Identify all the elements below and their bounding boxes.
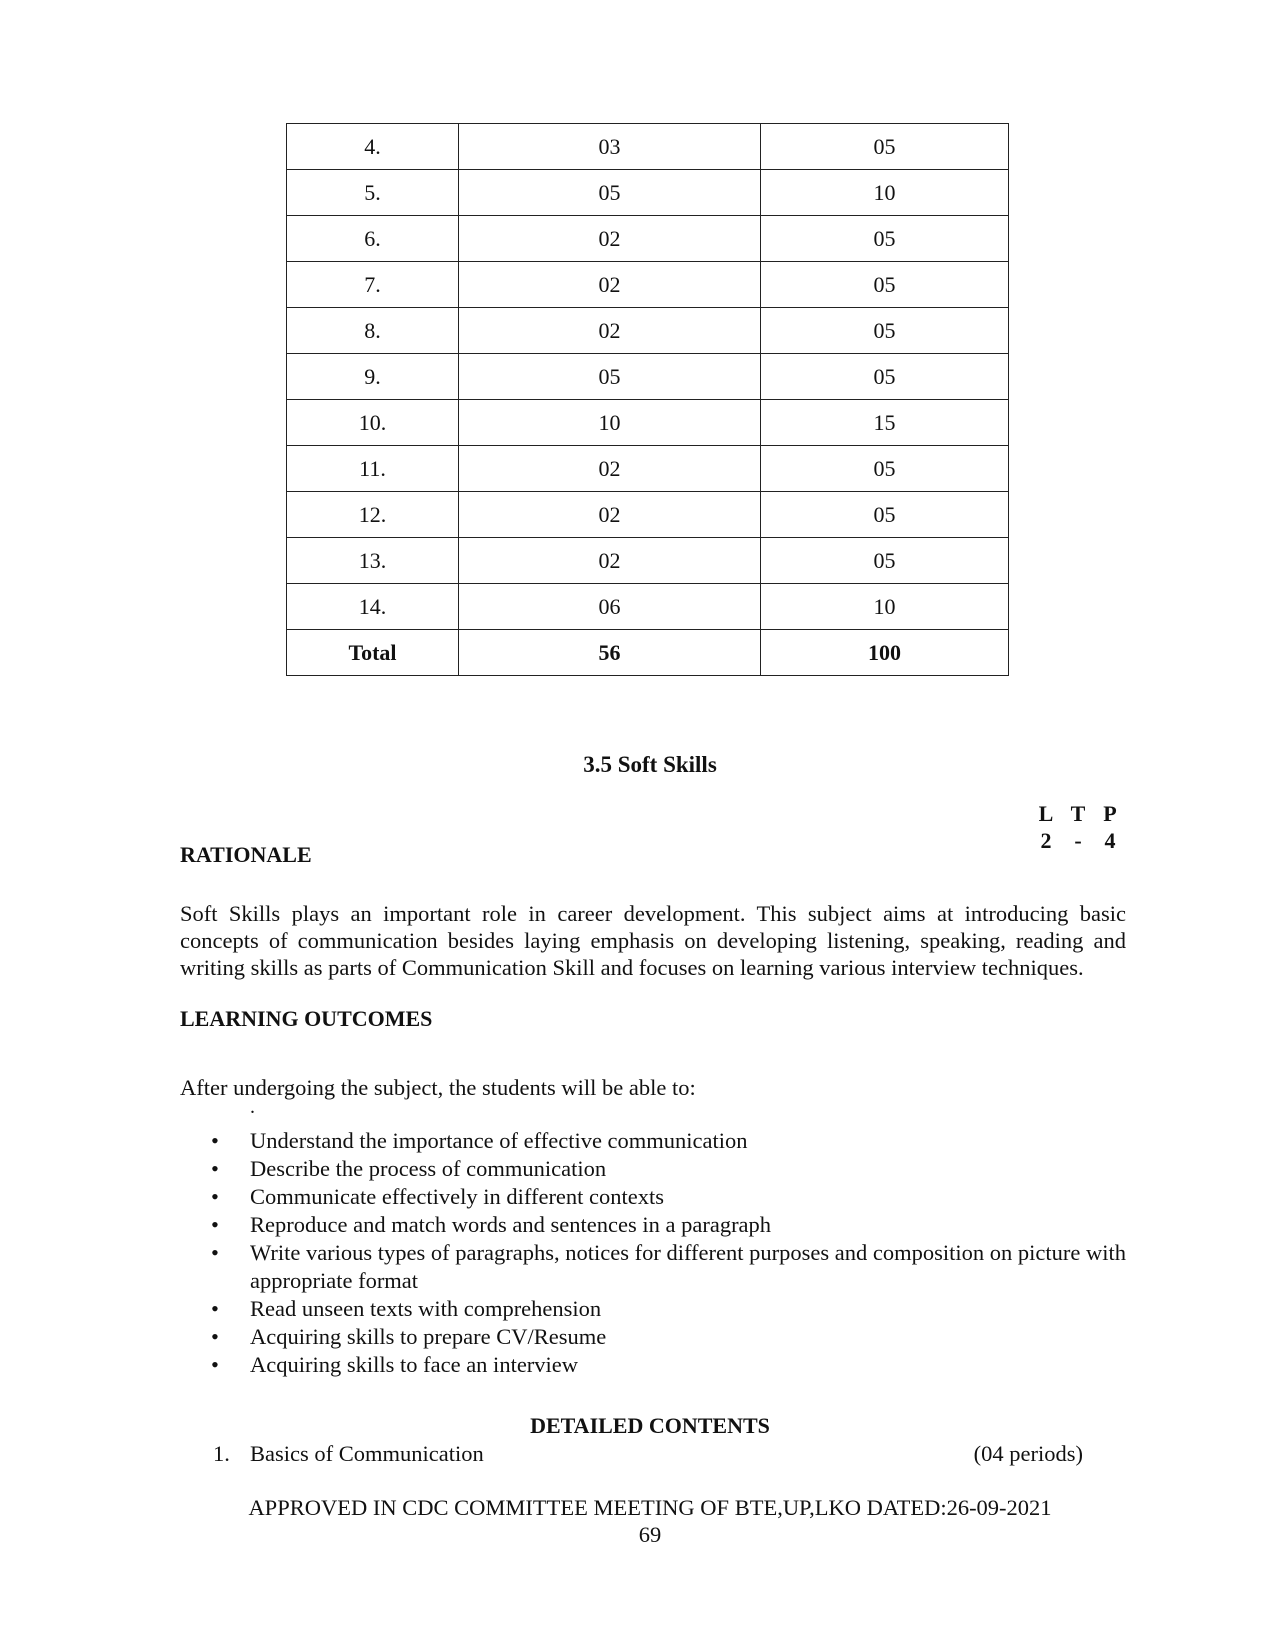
list-item-text: Describe the process of communication <box>250 1156 607 1181</box>
table-cell-periods: 02 <box>459 262 761 308</box>
table-cell-periods: 10 <box>459 400 761 446</box>
bullet-icon: • <box>211 1296 219 1321</box>
table-cell-marks: 15 <box>761 400 1009 446</box>
stray-dot: . <box>250 1096 255 1118</box>
table-row <box>287 584 1009 630</box>
table-cell-unit: 7. <box>287 262 459 308</box>
table-row <box>287 124 1009 170</box>
bullet-icon: • <box>211 1184 219 1209</box>
list-item <box>208 1295 1128 1323</box>
table-cell-periods: 02 <box>459 308 761 354</box>
section-title: 3.5 Soft Skills <box>583 752 717 777</box>
list-item-text: Acquiring skills to prepare CV/Resume <box>250 1324 607 1349</box>
table-cell-marks: 100 <box>761 630 1009 676</box>
rationale-text: Soft Skills plays an important role in career development. This subject aims at introducing basic concepts of communication besides laying emphasis on developing listening, speaking, reading and writing skills as parts of Communication Skill and focuses on learning various interview techniques. <box>180 901 1126 980</box>
table-cell-periods: 05 <box>459 170 761 216</box>
table-row <box>287 446 1009 492</box>
table-cell-unit: 13. <box>287 538 459 584</box>
table-cell-unit: 4. <box>287 124 459 170</box>
table-cell-marks: 10 <box>761 584 1009 630</box>
list-item-text: Write various types of paragraphs, notices for different purposes and composition on picture with appropriate format <box>250 1240 1126 1293</box>
table-cell-marks: 05 <box>761 124 1009 170</box>
table-cell-marks: 10 <box>761 170 1009 216</box>
table-total-row <box>287 630 1009 676</box>
learning-outcomes-intro: After undergoing the subject, the students will be able to: <box>180 1075 696 1100</box>
list-item <box>208 1211 1128 1239</box>
table-row <box>287 216 1009 262</box>
table-cell-marks: 05 <box>761 216 1009 262</box>
table-cell-marks: 05 <box>761 446 1009 492</box>
list-item <box>208 1155 1128 1183</box>
bullet-icon: • <box>211 1156 219 1181</box>
table-row <box>287 308 1009 354</box>
ltp-header-p: P <box>1103 801 1117 826</box>
ltp-table <box>1030 800 1126 854</box>
list-item-text: Read unseen texts with comprehension <box>250 1296 602 1321</box>
ltp-value-p: 4 <box>1104 828 1116 853</box>
content-item-title: Basics of Communication <box>250 1441 484 1466</box>
bullet-icon: • <box>211 1212 219 1237</box>
table-cell-periods: 05 <box>459 354 761 400</box>
marks-table-body <box>287 124 1009 676</box>
bullet-icon: • <box>211 1240 219 1265</box>
table-cell-marks: 05 <box>761 308 1009 354</box>
list-item <box>208 1351 1128 1379</box>
content-item-number: 1. <box>213 1441 230 1466</box>
table-cell-unit: 8. <box>287 308 459 354</box>
list-item <box>208 1183 1128 1211</box>
list-item <box>208 1239 1128 1295</box>
table-cell-periods: 03 <box>459 124 761 170</box>
bullet-icon: • <box>211 1324 219 1349</box>
bullet-icon: • <box>211 1352 219 1377</box>
ltp-value-l: 2 <box>1040 828 1052 853</box>
table-row <box>287 492 1009 538</box>
table-cell-periods: 06 <box>459 584 761 630</box>
table-cell-unit: Total <box>287 630 459 676</box>
table-row <box>287 400 1009 446</box>
list-item-text: Acquiring skills to face an interview <box>250 1352 579 1377</box>
ltp-value-t: - <box>1074 828 1082 853</box>
table-cell-periods: 02 <box>459 538 761 584</box>
table-cell-periods: 02 <box>459 216 761 262</box>
bullet-icon: • <box>211 1128 219 1153</box>
page-number: 69 <box>638 1522 662 1547</box>
list-item-text: Reproduce and match words and sentences in a paragraph <box>250 1212 772 1237</box>
marks-table <box>286 123 1009 676</box>
rationale-heading: RATIONALE <box>180 842 312 867</box>
table-cell-unit: 9. <box>287 354 459 400</box>
ltp-header-row <box>1030 800 1126 827</box>
learning-outcomes-list <box>208 1127 1128 1379</box>
table-row <box>287 170 1009 216</box>
table-cell-periods: 02 <box>459 446 761 492</box>
table-cell-marks: 05 <box>761 492 1009 538</box>
detailed-contents-heading: DETAILED CONTENTS <box>530 1413 770 1438</box>
table-row <box>287 354 1009 400</box>
table-cell-marks: 05 <box>761 538 1009 584</box>
approval-note: APPROVED IN CDC COMMITTEE MEETING OF BTE,UP,LKO DATED:26-09-2021 <box>248 1495 1052 1520</box>
ltp-header-t: T <box>1070 801 1086 826</box>
learning-outcomes-heading: LEARNING OUTCOMES <box>180 1006 433 1031</box>
table-cell-unit: 5. <box>287 170 459 216</box>
content-item-periods: (04 periods) <box>973 1441 1083 1466</box>
table-row <box>287 262 1009 308</box>
table-cell-unit: 6. <box>287 216 459 262</box>
table-cell-unit: 12. <box>287 492 459 538</box>
table-cell-marks: 05 <box>761 354 1009 400</box>
ltp-header-l: L <box>1038 801 1054 826</box>
table-cell-unit: 11. <box>287 446 459 492</box>
page-footer <box>0 1494 1275 1548</box>
list-item-text: Understand the importance of effective communication <box>250 1128 748 1153</box>
table-cell-periods: 02 <box>459 492 761 538</box>
table-cell-unit: 10. <box>287 400 459 446</box>
list-item <box>208 1323 1128 1351</box>
list-item-text: Communicate effectively in different contexts <box>250 1184 665 1209</box>
table-cell-marks: 05 <box>761 262 1009 308</box>
list-item <box>208 1127 1128 1155</box>
table-cell-unit: 14. <box>287 584 459 630</box>
table-cell-periods: 56 <box>459 630 761 676</box>
ltp-value-row <box>1030 827 1126 854</box>
table-row <box>287 538 1009 584</box>
